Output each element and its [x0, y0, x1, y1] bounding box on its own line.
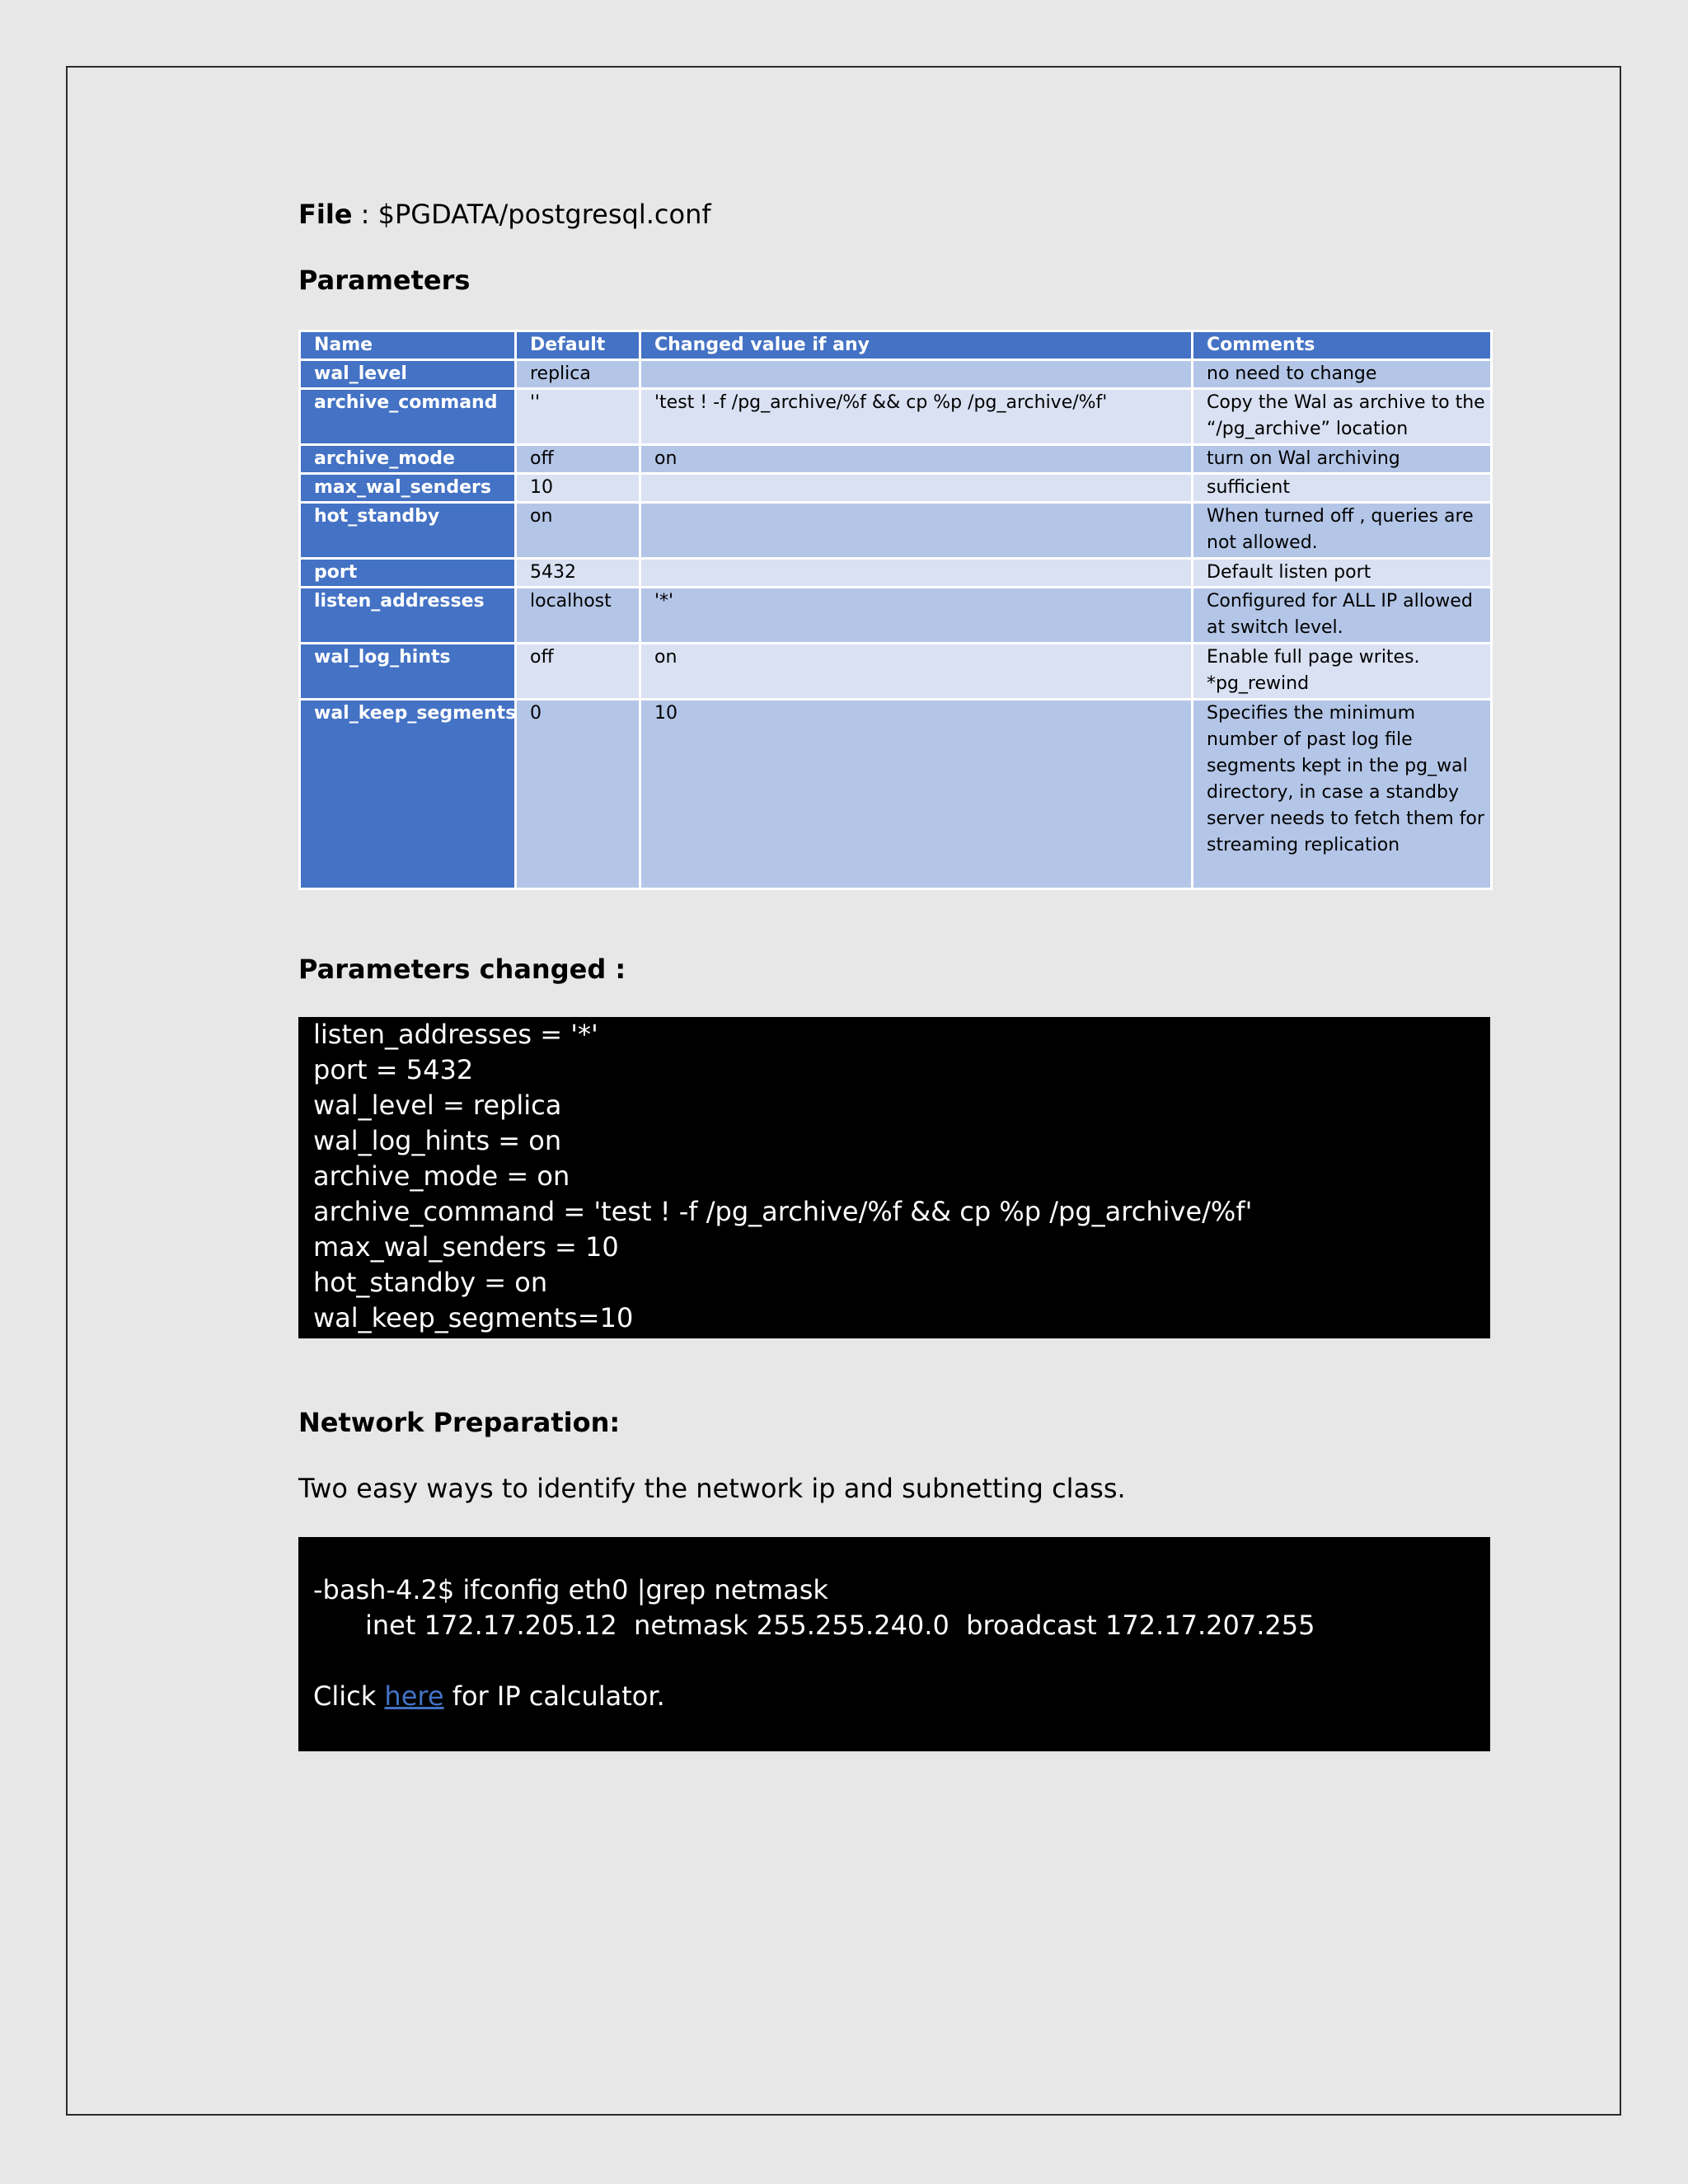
code-line: wal_keep_segments=10 [313, 1302, 634, 1333]
table-row [300, 588, 1492, 644]
param-comments: Configured for ALL IP allowed at switch level. [1193, 588, 1492, 644]
param-comments: Default listen port [1193, 559, 1492, 588]
param-comments: Copy the Wal as archive to the “/pg_archive” location [1193, 389, 1492, 445]
command-output: inet 172.17.205.12 netmask 255.255.240.0 broadcast 172.17.207.255 [365, 1610, 1315, 1641]
table-row [300, 389, 1492, 445]
param-comments: turn on Wal archiving [1193, 445, 1492, 474]
code-line: max_wal_senders = 10 [313, 1231, 619, 1263]
parameters-table [298, 330, 1493, 890]
param-comments: Enable full page writes. *pg_rewind [1193, 644, 1492, 700]
shell-command: -bash-4.2$ ifconfig eth0 |grep netmask [313, 1574, 828, 1605]
param-name: archive_command [300, 389, 516, 445]
code-line: wal_log_hints = on [313, 1125, 562, 1156]
column-header-name: Name [300, 331, 516, 360]
param-default: localhost [516, 588, 640, 644]
param-name: hot_standby [300, 503, 516, 559]
code-line: port = 5432 [313, 1054, 474, 1085]
network-code-block [298, 1537, 1490, 1751]
table-row [300, 644, 1492, 700]
param-default: 10 [516, 474, 640, 503]
click-suffix: for IP calculator. [443, 1680, 665, 1712]
parameters-changed-heading: Parameters changed : [298, 954, 626, 985]
column-header-comments: Comments [1193, 331, 1492, 360]
ip-calculator-line [313, 1679, 1490, 1714]
param-name: archive_mode [300, 445, 516, 474]
param-comments: sufficient [1193, 474, 1492, 503]
parameters-heading: Parameters [298, 265, 471, 296]
param-changed: '*' [640, 588, 1193, 644]
param-name: wal_keep_segments [300, 700, 516, 889]
param-changed: 'test ! -f /pg_archive/%f && cp %p /pg_archive/%f' [640, 389, 1193, 445]
param-changed: 10 [640, 700, 1193, 889]
param-default: '' [516, 389, 640, 445]
param-comments: no need to change [1193, 360, 1492, 389]
param-comments: When turned off , queries are not allowed. [1193, 503, 1492, 559]
param-changed: on [640, 644, 1193, 700]
param-default: off [516, 644, 640, 700]
table-row [300, 700, 1492, 889]
file-path: $PGDATA/postgresql.conf [377, 199, 711, 230]
param-changed: on [640, 445, 1193, 474]
column-header-changed: Changed value if any [640, 331, 1193, 360]
table-row [300, 445, 1492, 474]
code-line: listen_addresses = '*' [313, 1019, 598, 1050]
code-line: hot_standby = on [313, 1267, 548, 1298]
network-intro-text: Two easy ways to identify the network ip and subnetting class. [298, 1473, 1126, 1504]
param-changed [640, 503, 1193, 559]
param-default: off [516, 445, 640, 474]
param-default: replica [516, 360, 640, 389]
param-name: listen_addresses [300, 588, 516, 644]
param-name: port [300, 559, 516, 588]
param-name: wal_level [300, 360, 516, 389]
code-line: archive_mode = on [313, 1160, 570, 1192]
param-name: max_wal_senders [300, 474, 516, 503]
table-row [300, 503, 1492, 559]
ip-calculator-link[interactable]: here [384, 1680, 444, 1712]
file-path-line [298, 198, 711, 231]
code-line: archive_command = 'test ! -f /pg_archive/%f && cp %p /pg_archive/%f' [313, 1196, 1253, 1227]
table-row [300, 559, 1492, 588]
param-name: wal_log_hints [300, 644, 516, 700]
column-header-default: Default [516, 331, 640, 360]
network-preparation-heading: Network Preparation: [298, 1407, 621, 1438]
param-changed [640, 474, 1193, 503]
param-changed [640, 360, 1193, 389]
blank-line [313, 1643, 1490, 1679]
param-comments: Specifies the minimum number of past log file segments kept in the pg_wal directory, in case a standby server needs to fetch them for streaming replication [1193, 700, 1492, 889]
code-line: wal_level = replica [313, 1090, 562, 1121]
param-changed [640, 559, 1193, 588]
click-prefix: Click [313, 1680, 385, 1712]
param-default: on [516, 503, 640, 559]
parameters-changed-code-block [298, 1017, 1490, 1338]
file-separator: : [352, 199, 378, 230]
param-default: 5432 [516, 559, 640, 588]
file-label: File [298, 199, 353, 230]
param-default: 0 [516, 700, 640, 889]
table-header-row [300, 331, 1492, 360]
table-row [300, 474, 1492, 503]
table-row [300, 360, 1492, 389]
